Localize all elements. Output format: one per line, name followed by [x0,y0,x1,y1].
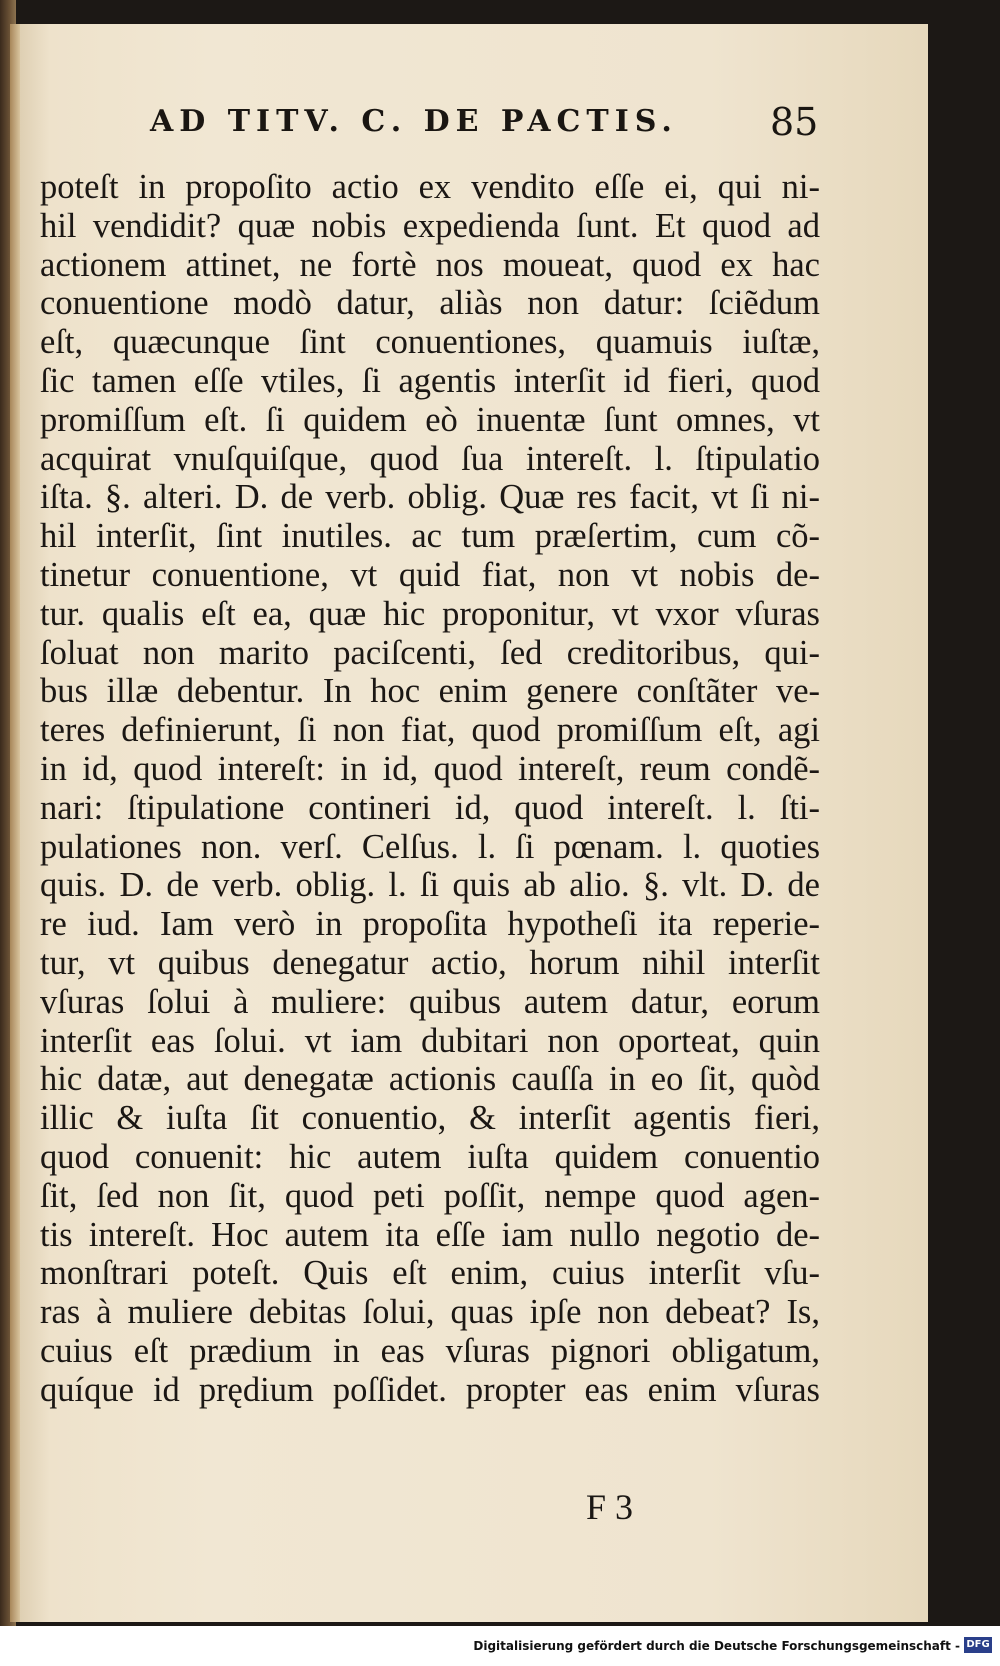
text-line: cuius eſt prædium in eas vſuras pignori obligatum, [40,1331,820,1370]
running-head: AD TITV. C. DE PACTIS. [150,104,678,139]
text-line: ſoluat non marito paciſcenti, ſed creditoribus, qui- [40,633,820,672]
text-line: iſta. §. alteri. D. de verb. oblig. Quæ res facit, vt ſi ni- [40,478,820,517]
dfg-logo-icon: DFG [964,1637,992,1653]
text-line: hil interſit, ſint inutiles. ac tum præſertim, cum cõ- [40,517,820,556]
text-line: vſuras ſolui à muliere: quibus autem datur, eorum [40,982,820,1021]
text-line: hic datæ, aut denegatæ actionis cauſſa in eo ſit, quòd [40,1060,820,1099]
text-line: eſt, quæcunque ſint conuentiones, quamuis iuſtæ, [40,323,820,362]
body-text [40,168,820,1410]
text-line: ras à muliere debitas ſolui, quas ipſe non debeat? Is, [40,1293,820,1332]
text-line: tis intereſt. Hoc autem ita eſſe iam nullo negotio de- [40,1215,820,1254]
text-line: quis. D. de verb. oblig. l. ſi quis ab alio. §. vlt. D. de [40,866,820,905]
text-line: quíque id prędium poſſidet. propter eas enim vſuras [40,1370,820,1409]
signature-mark: F 3 [586,1487,634,1527]
text-line: poteſt in propoſito actio ex vendito eſſe ei, qui ni- [40,168,820,206]
text-line: teres definierunt, ſi non fiat, quod promiſſum eſt, agi [40,711,820,750]
page-gutter-edge [10,24,20,1622]
text-line: promiſſum eſt. ſi quidem eò inuentæ ſunt omnes, vt [40,400,820,439]
text-line: interſit eas ſolui. vt iam dubitari non oporteat, quin [40,1021,820,1060]
text-line: nari: ſtipulatione contineri id, quod intereſt. l. ſti- [40,788,820,827]
text-line: hil vendidit? quæ nobis expedienda ſunt. Et quod ad [40,206,820,245]
footer-bar [0,1626,1000,1666]
text-line: re iud. Iam verò in propoſita hypotheſi ita reperie- [40,905,820,944]
text-line: acquirat vnuſquiſque, quod ſua intereſt. l. ſtipulatio [40,439,820,478]
text-line: ſit, ſed non ſit, quod peti poſſit, nempe quod agen- [40,1176,820,1215]
text-line: conuentione modò datur, aliàs non datur: ſciẽdum [40,284,820,323]
text-line: actionem attinet, ne fortè nos moueat, quod ex hac [40,245,820,284]
text-line: in id, quod intereſt: in id, quod intereſt, reum condẽ- [40,749,820,788]
funding-credit: Digitalisierung gefördert durch die Deutsche Forschungsgemeinschaft - [473,1639,960,1653]
text-line: ſic tamen eſſe vtiles, ſi agentis interſit id fieri, quod [40,361,820,400]
text-line: quod conuenit: hic autem iuſta quidem conuentio [40,1137,820,1176]
text-line: bus illæ debentur. In hoc enim genere conſtãter ve- [40,672,820,711]
text-line: pulationes non. verſ. Celſus. l. ſi pœnam. l. quoties [40,827,820,866]
text-line: tinetur conuentione, vt quid fiat, non vt nobis de- [40,555,820,594]
folio-page-number: 85 [770,100,819,144]
text-line: illic & iuſta ſit conuentio, & interſit agentis fieri, [40,1099,820,1138]
text-line: tur. qualis eſt ea, quæ hic proponitur, vt vxor vſuras [40,594,820,633]
text-line: tur, vt quibus denegatur actio, horum nihil interſit [40,943,820,982]
text-line: monſtrari poteſt. Quis eſt enim, cuius interſit vſu- [40,1254,820,1293]
